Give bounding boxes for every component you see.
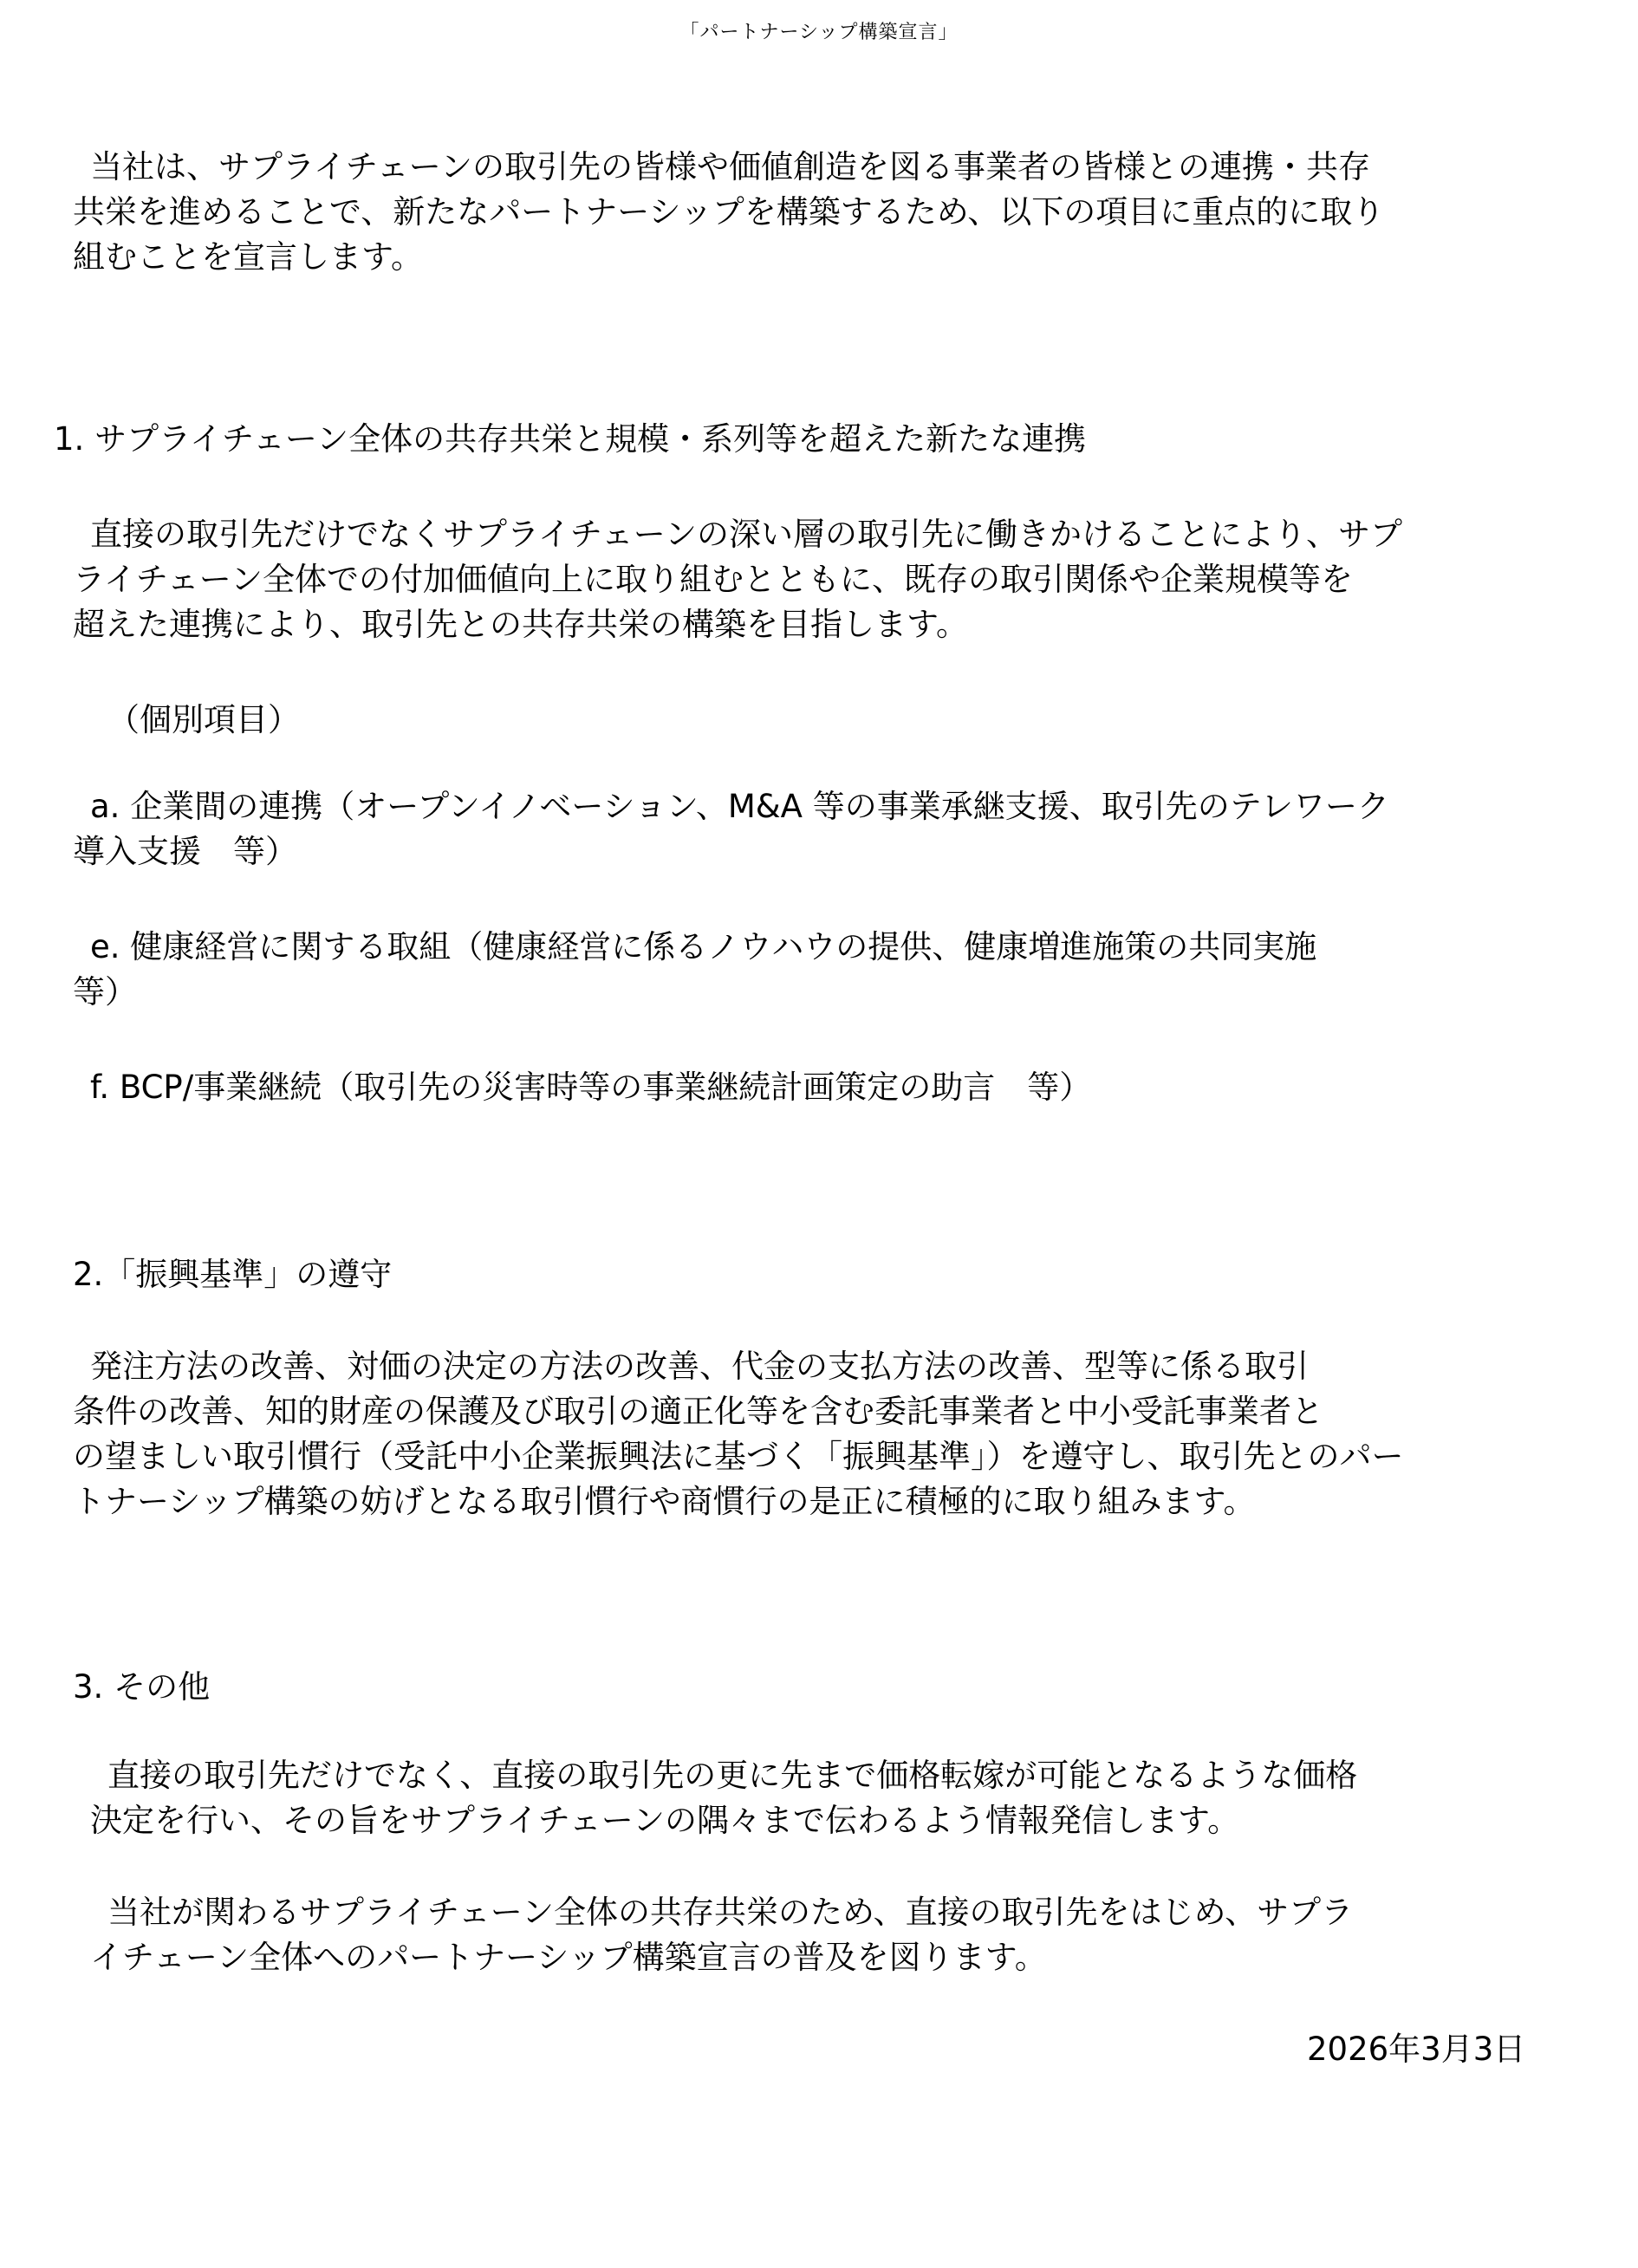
section3-heading: 3. その他 — [73, 1668, 211, 1706]
section1-body-line: 超えた連携により、取引先との共存共栄の構築を目指します。 — [73, 606, 969, 643]
item-e-line: e. 健康経営に関する取組（健康経営に係るノウハウの提供、健康増進施策の共同実施 — [90, 928, 1317, 965]
intro-line: 組むことを宣言します。 — [73, 238, 424, 276]
section3-para2-line: 当社が関わるサプライチェーン全体の共存共栄のため、直接の取引先をはじめ、サプラ — [107, 1894, 1354, 1931]
item-f-line: f. BCP/事業継続（取引先の災害時等の事業継続計画策定の助言 等） — [90, 1069, 1092, 1106]
section3-para1-line: 決定を行い、その旨をサプライチェーンの隅々まで伝わるよう情報発信します。 — [90, 1802, 1240, 1839]
section2-body-line: の望ましい取引慣行（受託中小企業振興法に基づく「振興基準」）を遵守し、取引先とのパー — [73, 1438, 1404, 1475]
section2-body-line: 発注方法の改善、対価の決定の方法の改善、代金の支払方法の改善、型等に係る取引 — [90, 1348, 1309, 1385]
section2-body-line: トナーシップ構築の妨げとなる取引慣行や商慣行の是正に積極的に取り組みます。 — [73, 1483, 1256, 1520]
intro-line: 共栄を進めることで、新たなパートナーシップを構築するため、以下の項目に重点的に取り — [73, 193, 1385, 231]
section2-body-line: 条件の改善、知的財産の保護及び取引の適正化等を含む委託事業者と中小受託事業者と — [73, 1393, 1323, 1430]
section1-subheading: （個別項目） — [107, 701, 300, 738]
document-title: 「パートナーシップ構築宣言」 — [679, 22, 959, 43]
section1-body-line: 直接の取引先だけでなくサプライチェーンの深い層の取引先に働きかけることにより、サプ — [90, 516, 1403, 553]
section3-para1-line: 直接の取引先だけでなく、直接の取引先の更に先まで価格転嫁が可能となるような価格 — [107, 1757, 1358, 1794]
item-a-line: a. 企業間の連携（オープンイノベーション、M&A 等の事業承継支援、取引先のテレワーク — [90, 788, 1389, 825]
section2-heading: 2.「振興基準」の遵守 — [73, 1256, 393, 1293]
section1-body-line: ライチェーン全体での付加価値向上に取り組むとともに、既存の取引関係や企業規模等を — [73, 561, 1354, 598]
item-a-line: 導入支援 等） — [73, 833, 297, 870]
item-e-line: 等） — [73, 973, 137, 1011]
section1-heading: 1. サプライチェーン全体の共存共栄と規模・系列等を超えた新たな連携 — [54, 420, 1087, 458]
intro-line: 当社は、サプライチェーンの取引先の皆様や価値創造を図る事業者の皆様との連携・共存 — [90, 148, 1371, 185]
document-date: 2026年3月3日 — [1307, 2031, 1526, 2068]
section3-para2-line: イチェーン全体へのパートナーシップ構築宣言の普及を図ります。 — [90, 1939, 1047, 1976]
